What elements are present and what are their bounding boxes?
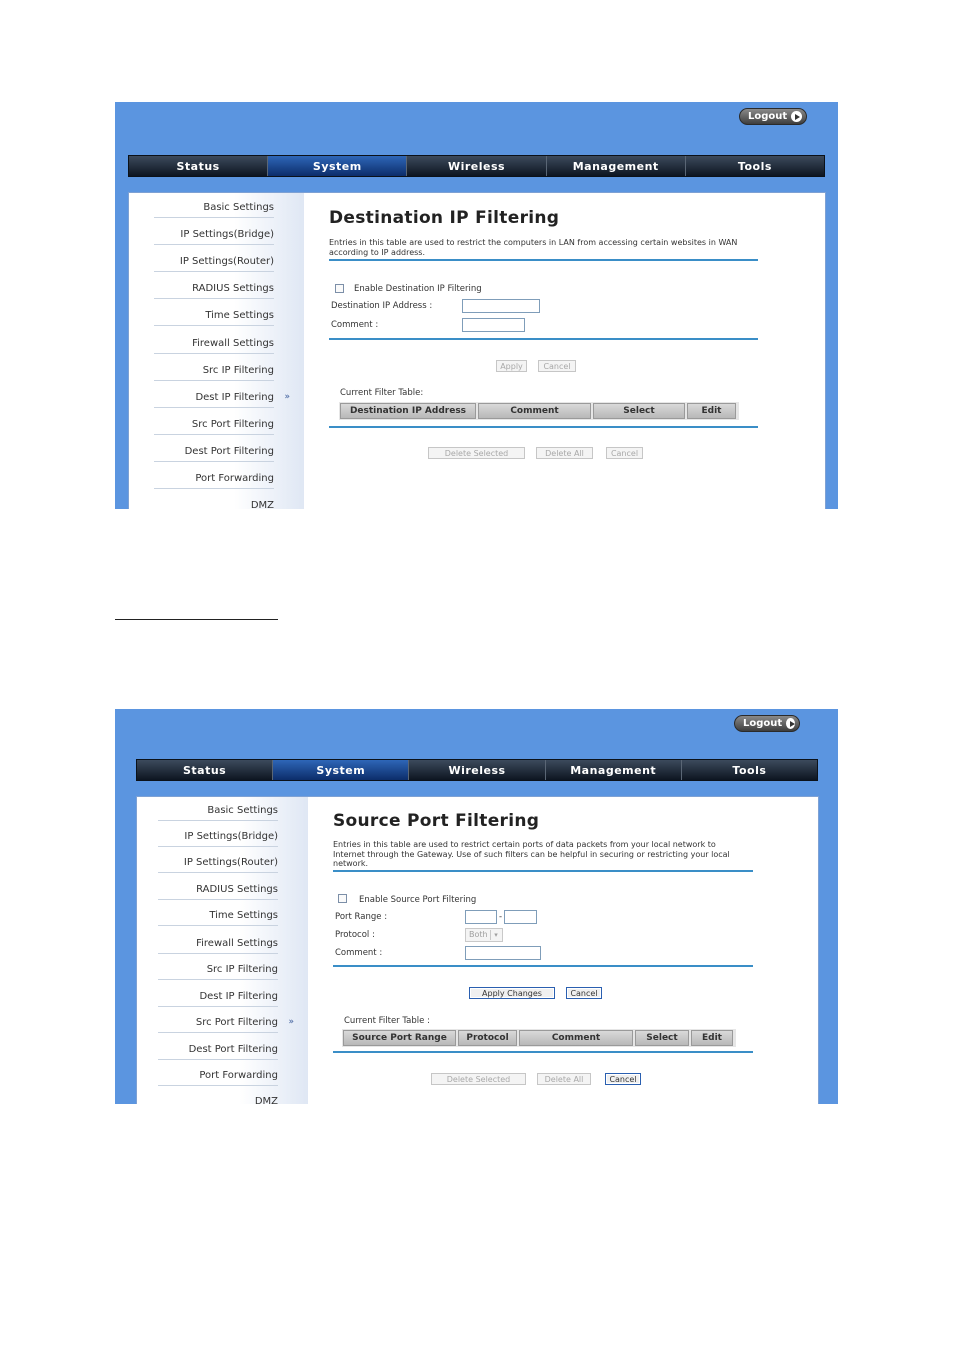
arrow-right-icon (786, 718, 795, 729)
tab-wireless[interactable]: Wireless (407, 156, 546, 176)
tab-status[interactable]: Status (137, 760, 273, 780)
sidebar-item-radius-settings[interactable]: RADIUS Settings (158, 884, 278, 900)
enable-filtering-label: Enable Source Port Filtering (359, 895, 477, 905)
cancel-table-button[interactable]: Cancel (606, 447, 643, 459)
comment-input[interactable] (465, 946, 541, 960)
tab-status[interactable]: Status (129, 156, 268, 176)
sidebar-item-firewall-settings[interactable]: Firewall Settings (154, 338, 274, 354)
tab-tools[interactable]: Tools (732, 763, 767, 777)
main-nav (128, 155, 825, 177)
sidebar-item-radius-settings[interactable]: RADIUS Settings (154, 283, 274, 299)
page-description: Entries in this table are used to restrict certain ports of data packets from your local network to Internet through the Gateway. Use of such filters can be helpful in securing or restricting your local network. (333, 840, 730, 868)
sidebar-item-ip-settings-router[interactable]: IP Settings(Router) (154, 256, 274, 272)
sidebar-item-src-port-filtering[interactable] (158, 1017, 294, 1033)
screenshot-source-port-filtering (115, 709, 838, 1104)
comment-label: Comment : (335, 948, 383, 958)
column-header-comment: Comment (478, 403, 591, 419)
divider (333, 870, 753, 872)
sidebar-item-basic-settings[interactable]: Basic Settings (158, 805, 278, 821)
sidebar-item-time-settings[interactable]: Time Settings (158, 910, 278, 926)
main-panel (136, 796, 819, 1104)
range-separator: - (499, 912, 503, 922)
page-title: Source Port Filtering (333, 811, 540, 831)
enable-filtering-checkbox[interactable] (335, 284, 344, 293)
comment-input[interactable] (462, 318, 525, 332)
enable-filtering-label: Enable Destination IP Filtering (354, 284, 482, 294)
enable-filtering-checkbox[interactable] (338, 894, 347, 903)
double-chevron-right-icon: » (288, 1017, 294, 1027)
sidebar-item-ip-settings-router[interactable]: IP Settings(Router) (158, 857, 278, 873)
logout-label: Logout (743, 718, 783, 729)
content-area (304, 193, 825, 509)
apply-button[interactable]: Apply (496, 360, 527, 372)
column-header-dest-ip: Destination IP Address (340, 403, 476, 419)
apply-changes-button[interactable]: Apply Changes (469, 987, 555, 999)
delete-all-button[interactable]: Delete All (536, 447, 593, 459)
sidebar-item-src-ip-filtering[interactable]: Src IP Filtering (158, 964, 278, 980)
sidebar-item-firewall-settings[interactable]: Firewall Settings (158, 938, 278, 954)
cancel-button[interactable]: Cancel (538, 360, 576, 372)
logout-label: Logout (748, 111, 788, 122)
column-header-edit: Edit (691, 1030, 733, 1046)
tab-management[interactable]: Management (546, 760, 682, 780)
sidebar-item-label: Src Port Filtering (195, 1017, 278, 1028)
sidebar (129, 193, 304, 509)
sidebar-item-time-settings[interactable]: Time Settings (154, 310, 274, 326)
port-range-label: Port Range : (335, 912, 388, 922)
table-caption: Current Filter Table : (344, 1016, 430, 1026)
comment-label: Comment : (331, 320, 379, 330)
column-header-edit: Edit (687, 403, 736, 419)
dest-ip-label: Destination IP Address : (331, 301, 433, 311)
sidebar-item-label: Dest IP Filtering (195, 392, 274, 403)
column-header-source-port-range: Source Port Range (343, 1030, 456, 1046)
tab-wireless[interactable]: Wireless (409, 760, 545, 780)
double-chevron-right-icon: » (284, 392, 290, 402)
sidebar-item-dmz[interactable]: DMZ (250, 500, 274, 509)
sidebar-item-dest-port-filtering[interactable]: Dest Port Filtering (158, 1044, 278, 1060)
divider (329, 259, 758, 261)
filter-table-header (342, 1029, 736, 1047)
tab-system[interactable]: System (268, 156, 407, 176)
sidebar (137, 797, 308, 1104)
column-header-protocol: Protocol (458, 1030, 517, 1046)
main-panel (128, 192, 826, 509)
port-range-start-input[interactable] (465, 910, 497, 924)
column-header-comment: Comment (519, 1030, 633, 1046)
sidebar-item-src-ip-filtering[interactable]: Src IP Filtering (154, 365, 274, 381)
screenshot-destination-ip-filtering (115, 102, 838, 509)
sidebar-item-dest-ip-filtering[interactable] (154, 392, 290, 408)
logout-button[interactable] (739, 108, 807, 125)
protocol-value: Both (469, 930, 488, 939)
page-title: Destination IP Filtering (329, 208, 560, 228)
divider (333, 965, 753, 967)
sidebar-item-port-forwarding[interactable]: Port Forwarding (158, 1070, 278, 1086)
delete-all-button[interactable]: Delete All (537, 1073, 591, 1085)
protocol-label: Protocol : (335, 930, 375, 940)
sidebar-item-src-port-filtering[interactable]: Src Port Filtering (154, 419, 274, 435)
content-area (308, 797, 818, 1104)
page-description: Entries in this table are used to restrict the computers in LAN from accessing certain websites in WAN according to IP address. (329, 238, 738, 257)
underline-divider (115, 619, 278, 620)
delete-selected-button[interactable]: Delete Selected (428, 447, 525, 459)
sidebar-item-basic-settings[interactable]: Basic Settings (154, 202, 274, 218)
sidebar-item-ip-settings-bridge[interactable]: IP Settings(Bridge) (158, 831, 278, 847)
table-caption: Current Filter Table: (340, 388, 424, 398)
delete-selected-button[interactable]: Delete Selected (431, 1073, 526, 1085)
sidebar-item-port-forwarding[interactable]: Port Forwarding (154, 473, 274, 489)
sidebar-item-ip-settings-bridge[interactable]: IP Settings(Bridge) (154, 229, 274, 245)
logout-button[interactable] (734, 715, 800, 732)
chevron-down-icon: ▾ (490, 930, 501, 940)
tab-management[interactable]: Management (547, 156, 686, 176)
divider (333, 1051, 753, 1053)
sidebar-item-dmz[interactable]: DMZ (254, 1096, 278, 1104)
sidebar-item-dest-port-filtering[interactable]: Dest Port Filtering (154, 446, 274, 462)
tab-tools[interactable]: Tools (737, 159, 772, 173)
filter-table-header (339, 402, 739, 420)
dest-ip-input[interactable] (462, 299, 540, 313)
sidebar-item-dest-ip-filtering[interactable]: Dest IP Filtering (158, 991, 278, 1007)
main-nav (136, 759, 818, 781)
port-range-end-input[interactable] (504, 910, 537, 924)
tab-system[interactable]: System (273, 760, 409, 780)
column-header-select: Select (593, 403, 685, 419)
cancel-button[interactable]: Cancel (566, 987, 602, 999)
divider (329, 426, 758, 428)
arrow-right-icon (791, 111, 802, 122)
cancel-table-button[interactable]: Cancel (605, 1073, 641, 1085)
protocol-select[interactable] (465, 928, 503, 942)
column-header-select: Select (635, 1030, 689, 1046)
divider (329, 338, 758, 340)
